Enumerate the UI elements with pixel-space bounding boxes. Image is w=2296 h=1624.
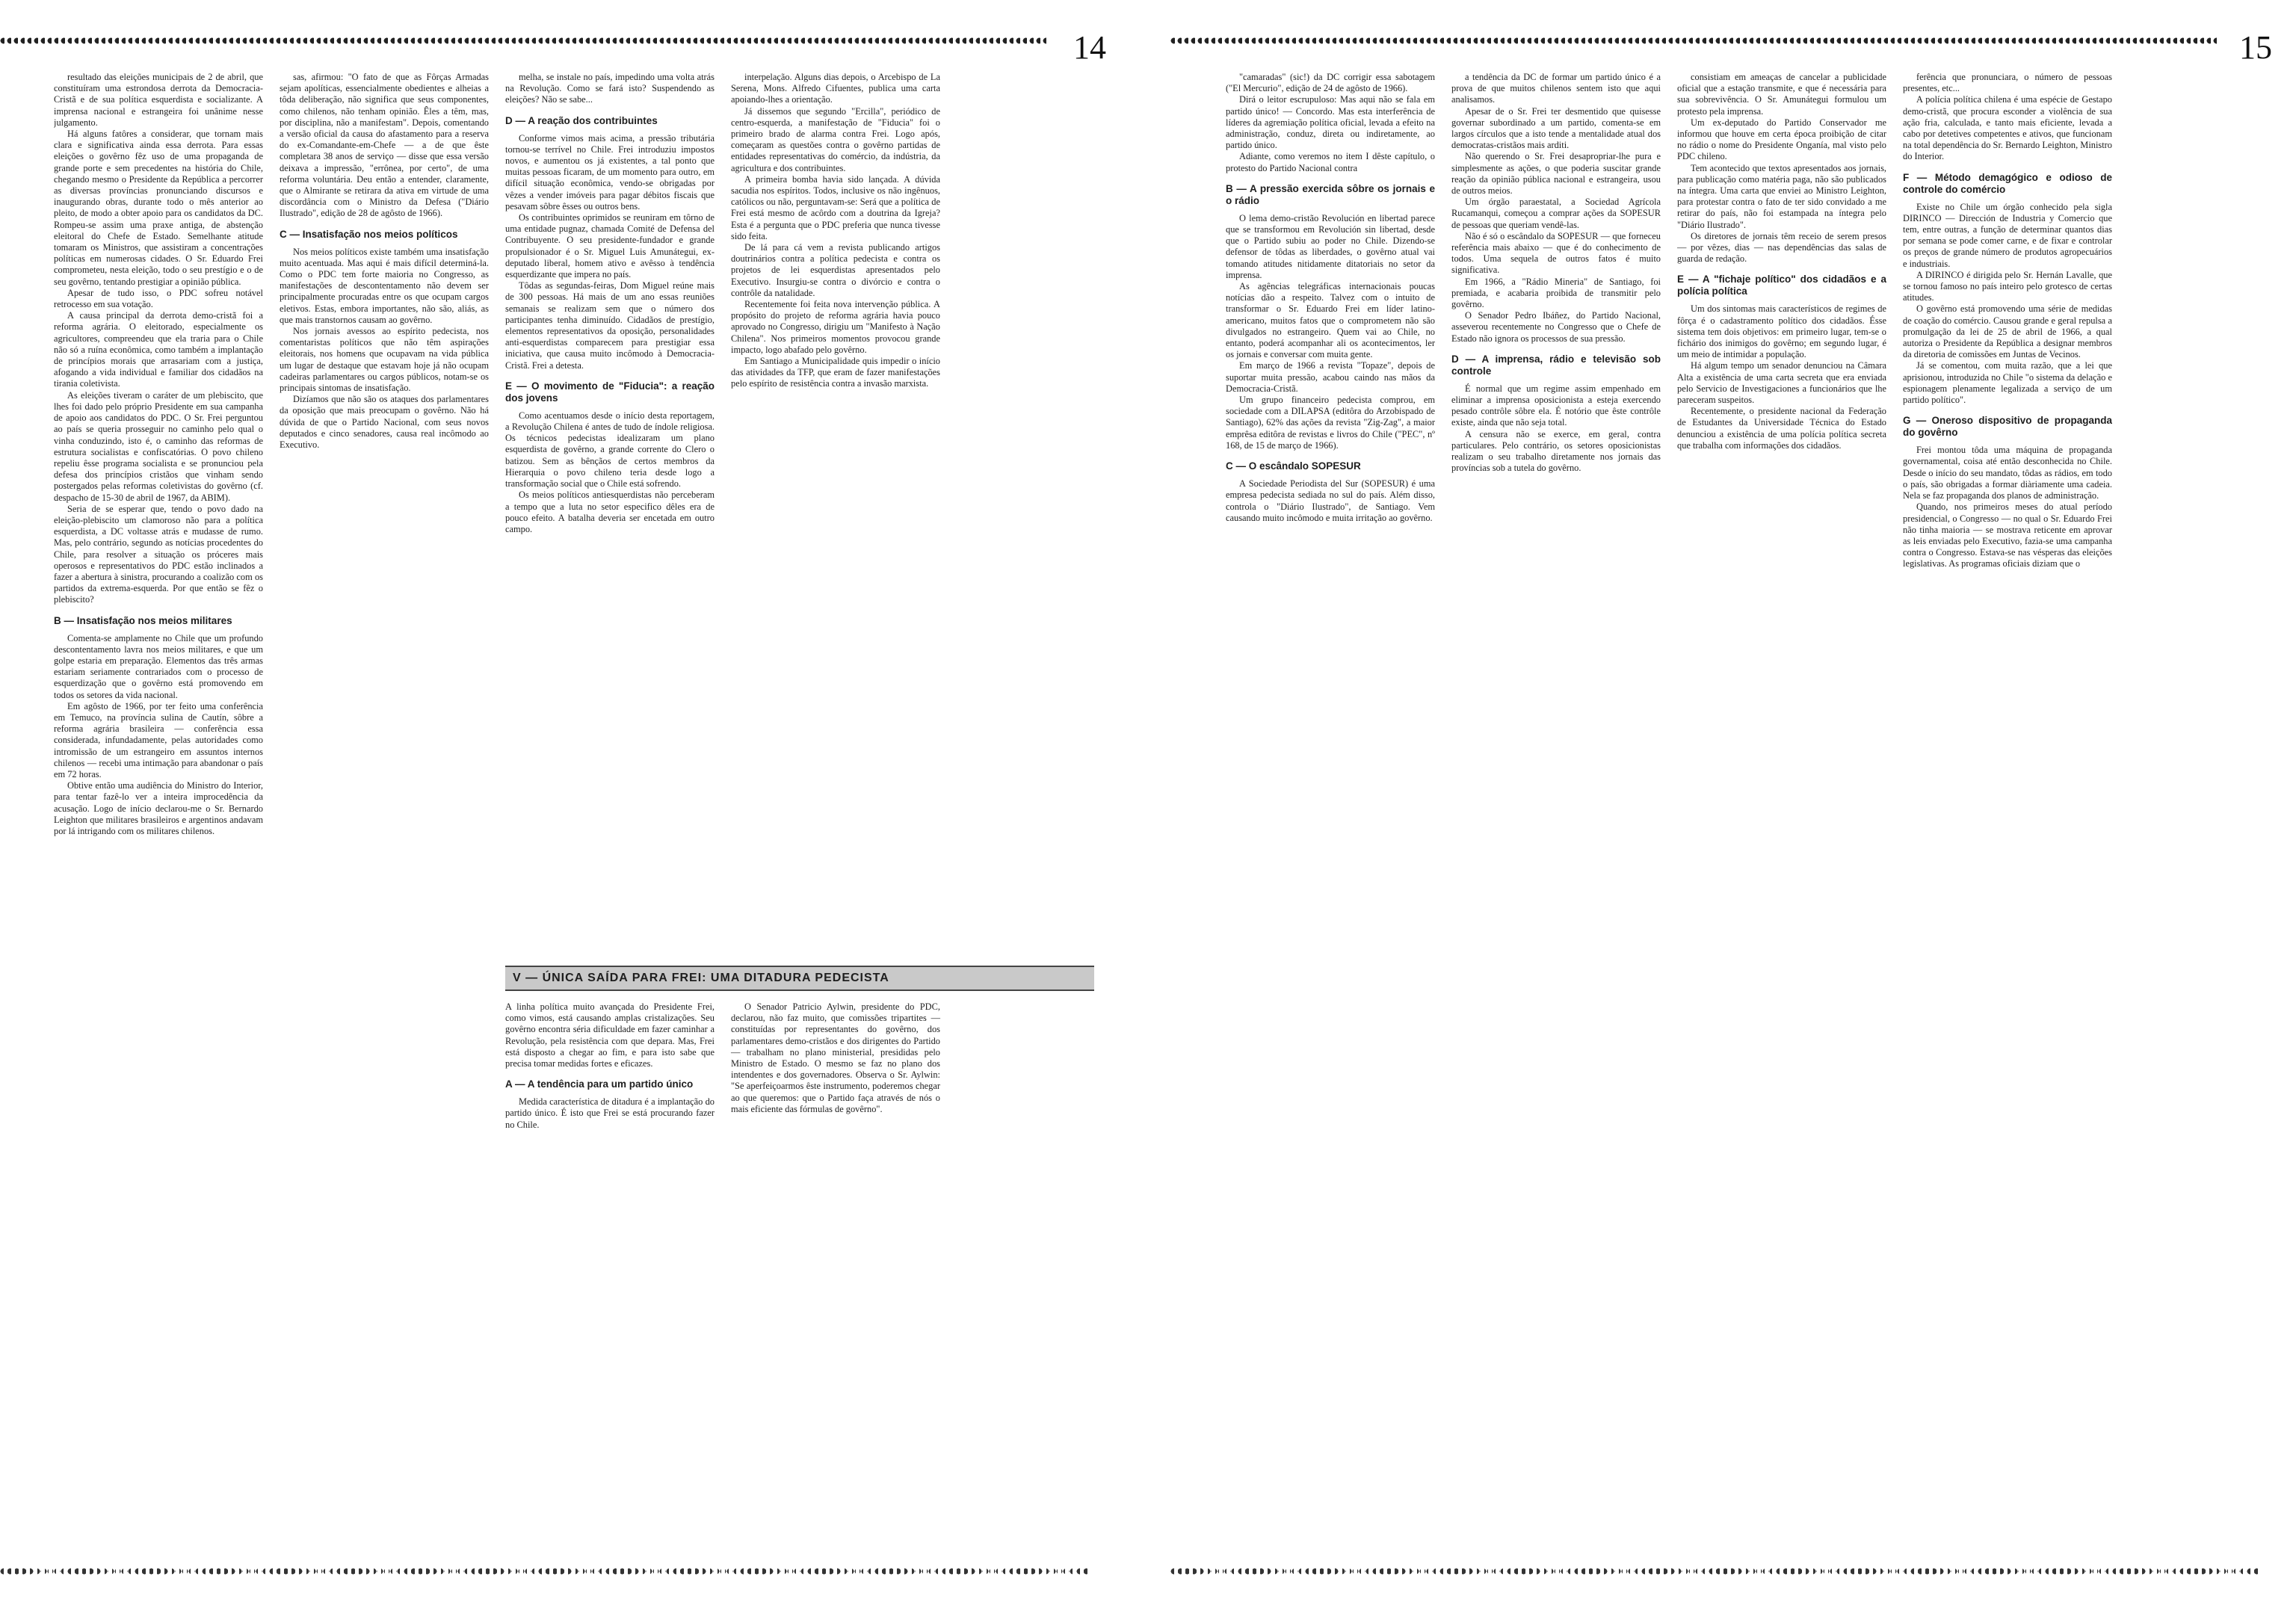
paragraph: Em março de 1966 a revista "Topaze", depois de suportar muita pressão, acabou caindo nas mãos da Democracia-Cristã. <box>1226 360 1435 394</box>
section-heading: F — Método demagógico e odioso de controle do comércio <box>1903 171 2112 195</box>
page-number: 15 <box>2239 29 2272 66</box>
paragraph: Recentemente, o presidente nacional da Federação de Estudantes da Universidade Técnica do Estado denunciou a existência de uma polícia política secreta que trabalha com informações dos cidadãos. <box>1677 406 1886 451</box>
paragraph: Em Santiago a Municipalidade quis impedir o início das atividades da TFP, que eram de fazer manifestações pelo espírito de resistência contra a invasão marxista. <box>731 356 940 389</box>
column-4 <box>1903 72 2112 1534</box>
right-page <box>1148 0 2296 1624</box>
section-heading: G — Oneroso dispositivo de propaganda do govêrno <box>1903 415 2112 439</box>
column-3 <box>1677 72 1886 1534</box>
section-heading: B — A pressão exercida sôbre os jornais e o rádio <box>1226 182 1435 206</box>
paragraph: Dirá o leitor escrupuloso: Mas aqui não se fala em partido único! — Concordo. Mas esta interferência de líderes da agremiação política oficial, levada a efeito na administração, conduz, direta ou indiretamente, ao partido único. <box>1226 94 1435 151</box>
column-2 <box>280 72 489 1534</box>
paragraph: Um dos sintomas mais característicos de regimes de fôrça é o cadastramento político dos cidadãos. Ésse sistema tem dois objetivos: em primeiro lugar, tem-se o fichário dos inimigos do govêrno; em segundo lugar, é um meio de intimidar a população. <box>1677 303 1886 360</box>
column-1 <box>1226 72 1435 1534</box>
top-ornament-border <box>0 37 1046 44</box>
paragraph: A Sociedade Periodista del Sur (SOPESUR) é uma empresa pedecista sediada no sul do país. Além disso, controla o "Diário Ilustrado", de Santiago. Vem causando muito incômodo e muita irritação ao govêrno. <box>1226 478 1435 523</box>
paragraph: A linha política muito avançada do Presidente Frei, como vimos, está causando amplas cristalizações. Seu govêrno encontra séria dificuldade em fazer caminhar a Revolução, pela resistência com que depara. Mas, Frei está disposto a chegar ao fim, e para isto sabe que precisa tomar medidas fortes e eficazes. <box>505 1001 715 1069</box>
paragraph: Nos meios políticos existe também uma insatisfação muito acentuada. Mas aqui é mais difícil determiná-la. Como o PDC tem forte maioria no Congresso, as manifestações de descontentamento não devem ser principalmente procuradas entre os que ocupam cargos eletivos. Estas, embora importantes, não são, aliás, as que mais transtornos causam ao govêrno. <box>280 246 489 325</box>
section-heading: C — Insatisfação nos meios políticos <box>280 228 458 240</box>
paragraph: ferência que pronunciara, o número de pessoas presentes, etc... <box>1903 72 2112 94</box>
paragraph: Quando, nos primeiros meses do atual período presidencial, o Congresso — no qual o Sr. Eduardo Frei não tinha maioria — se mostrava reticente em aprovar as leis enviadas pelo Executivo, fazia-se uma campanha contra o Congresso. Estava-se nas vésperas das eleições legislativas. As programas oficiais diziam que o <box>1903 501 2112 569</box>
paragraph: Conforme vimos mais acima, a pressão tributária tornou-se terrível no Chile. Frei introduziu impostos novos, e aumentou os já existentes, a tal ponto que muitas pessoas ficaram, de um momento para outro, em difícil situação econômica, vendo-se obrigadas por vêzes a vender imóveis para pagar débitos fiscais que pesavam sôbre êsses ou outros bens. <box>505 132 715 212</box>
paragraph: As eleições tiveram o caráter de um plebiscito, que lhes foi dado pelo próprio Presidente em sua campanha de apoio aos candidatos do PDC. O Sr. Frei perguntou ao país se queria prosseguir no caminho pelo qual o vinha conduzindo, isto é, o caminho das reformas de estrutura socialistas e confiscatórias. O povo chileno repeliu êsse programa socialista e se pronunciou pela defesa dos princípios cristãos que vinham sendo postergados pelas reformas coletivistas do govêrno (cf. despacho de 15-30 de abril de 1967, da ABIM). <box>54 389 263 503</box>
paragraph: Não querendo o Sr. Frei desapropriar-lhe pura e simplesmente as ações, o que poderia suscitar grande reação da opinião pública nacional e estrangeira, usou de outros meios. <box>1451 151 1661 197</box>
paragraph: O lema demo-cristão Revolución en libertad parece que se transformou em Revolución sin libertad, desde que o Partido subiu ao poder no Chile. Dizendo-se defensor de tôdas as liberdades, o govêrno atual vai tomando atitudes nitidamente ditatoriais no setor da imprensa. <box>1226 212 1435 280</box>
column-2 <box>1451 72 1661 1534</box>
paragraph: Comenta-se amplamente no Chile que um profundo descontentamento lavra nos meios militares, e que um golpe estaria em preparação. Elementos das três armas estariam seriamente contrariados com o processo de esquerdização que o govêrno está promovendo em todos os setores da vida nacional. <box>54 632 263 700</box>
section-heading: E — O movimento de "Fiducia": a reação dos jovens <box>505 380 715 404</box>
paragraph: Apesar de o Sr. Frei ter desmentido que quisesse governar subordinado a um partido, comenta-se em largos círculos que a isto tende a mentalidade atual dos democratas-cristãos mais arditi. <box>1451 105 1661 151</box>
paragraph: sas, afirmou: "O fato de que as Fôrças Armadas sejam apolíticas, essencialmente obedientes e alheias a tôda deliberação, não significa que seus componentes, como chilenos, não tenham opinião. Êles a têm, mas, por disciplina, não a manifestam". Depois, comentando a versão oficial da causa do afastamento para a reserva do ex-Comandante-em-Chefe — a de que êste completara 38 anos de serviço — disse que essa versão deixava a impressão, "errônea, por certo", de uma reforma voluntária. Deu então a entender, claramente, que o Almirante se retirara da ativa em virtude de uma discordância com o Ministro da Defesa ("Diário Ilustrado", edição de 28 de agôsto de 1966). <box>280 72 489 219</box>
column-3-lower <box>505 1001 715 1131</box>
paragraph: Um ex-deputado do Partido Conservador me informou que houve em certa época proibição de citar no rádio o nome do Presidente Onganía, mal visto pelo PDC chileno. <box>1677 117 1886 162</box>
paragraph: Tem acontecido que textos apresentados aos jornais, para publicação como matéria paga, não são publicados na íntegra. Uma carta que enviei ao Ministro Leighton, para protestar contra o fato de ter sido convidado a me retirar do país, não foi estampada na íntegra pelo "Diário Ilustrado". <box>1677 162 1886 230</box>
section-heading: D — A reação dos contribuintes <box>505 114 658 126</box>
paragraph: A polícia política chilena é uma espécie de Gestapo demo-cristã, que procura esconder a violência de sua ação fria, calculada, e tanto mais eficiente, levada a cabo por detetives competentes e ativos, que funcionam na total dependência do Sr. Bernardo Leighton, Ministro do Interior. <box>1903 94 2112 162</box>
paragraph: resultado das eleições municipais de 2 de abril, que constituíram uma estrondosa derrota da Democracia-Cristã e de sua política esquerdista e socializante. A imprensa nacional e estrangeira foi unânime nesse julgamento. <box>54 72 263 128</box>
bottom-ornament-border <box>1170 1568 2262 1575</box>
section-heading: D — A imprensa, rádio e televisão sob controle <box>1451 353 1661 377</box>
paragraph: Frei montou tôda uma máquina de propaganda governamental, coisa até então desconhecida no Chile. Desde o início do seu mandato, tôdas as rádios, em todo o país, são obrigadas a formar diàriamente uma cadeia. Nela se faz propaganda dos planos de administração. <box>1903 445 2112 501</box>
paragraph: O govêrno está promovendo uma série de medidas de coação do comércio. Causou grande e geral repulsa a promulgação da lei de 25 de abril de 1966, a qual autoriza o Presidente da República a designar membros da diretoria de comissões em Juntas de Vecinos. <box>1903 303 2112 360</box>
paragraph: melha, se instale no país, impedindo uma volta atrás na Revolução. Como se fará isto? Suspendendo as eleições? Não se sabe... <box>505 72 715 105</box>
paragraph: Há algum tempo um senador denunciou na Câmara Alta a existência de uma carta secreta que era enviada pelo Servicio de Investigaciones a funcionários que lhe pareceram suspeitos. <box>1677 360 1886 406</box>
paragraph: Já dissemos que segundo "Ercilla", periódico de centro-esquerda, a manifestação de "Fiducia" foi o primeiro brado de alarma contra Frei. Logo após, começaram as questões contra o govêrno partidas de entidades representativas do comércio, da indústria, da agricultura e dos contribuintes. <box>731 105 940 173</box>
paragraph: "camaradas" (sic!) da DC corrigir essa sabotagem ("El Mercurio", edição de 24 de agôsto de 1966). <box>1226 72 1435 94</box>
paragraph: Os diretores de jornais têm receio de serem presos — por vêzes, dias — nas dependências das salas de guarda de redação. <box>1677 230 1886 265</box>
paragraph: As agências telegráficas internacionais poucas notícias dão a respeito. Talvez com o intuito de transformar o Sr. Eduardo Frei em líder latino-americano, muitos fatos que o comprometem não são divulgados no estrangeiro. Quem vai ao Chile, no entanto, poderá acompanhar ali os acontecimentos, ler os jornais e conversar com muita gente. <box>1226 281 1435 360</box>
article-columns <box>54 72 940 1534</box>
paragraph: É normal que um regime assim empenhado em eliminar a imprensa oposicionista a esteja exercendo pesado contrôle sôbre ela. É notório que êste contrôle existe, ainda que não seja total. <box>1451 383 1661 428</box>
section-heading: C — O escândalo SOPESUR <box>1226 460 1361 472</box>
paragraph: Tôdas as segundas-feiras, Dom Miguel reúne mais de 300 pessoas. Há mais de um ano essas reuniões semanais se realizam sem que o número dos participantes tenha diminuído. Cidadãos de prestígio, elementos representativos da oposição, personalidades anti-esquerdistas comparecem para prestigiar essa iniciativa, que causa muito incômodo à Democracia-Cristã. Frei a detesta. <box>505 280 715 371</box>
paragraph: Apesar de tudo isso, o PDC sofreu notável retrocesso em sua votação. <box>54 287 263 310</box>
paragraph: O Senador Pedro Ibáñez, do Partido Nacional, asseverou recentemente no Congresso que o Chefe de Estado não ignora os processos de sua pressão. <box>1451 310 1661 344</box>
paragraph: Não é só o escândalo da SOPESUR — que forneceu referência mais abaixo — que é do conhecimento de todos. Uma sequela de outros fatos é muito significativa. <box>1451 230 1661 276</box>
paragraph: Dizíamos que não são os ataques dos parlamentares da oposição que mais preocupam o govêrno. Não há dúvida de que o Partido Nacional, com seus novos deputados e cinco senadores, causa real incômodo ao Executivo. <box>280 394 489 451</box>
bottom-ornament-border <box>0 1568 1091 1575</box>
paragraph: A censura não se exerce, em geral, contra particulares. Pelo contrário, os setores oposicionistas realizam o seu trabalho diretamente nos jornais das províncias sob a tutela do govêrno. <box>1451 428 1661 474</box>
paragraph: Nos jornais avessos ao espírito pedecista, nos comentaristas políticos que não têm aspirações eleitorais, nos homens que ocupavam na vida pública um lugar de destaque que estavam hoje já não ocupam cadeiras parlamentares ou cargos públicos, notam-se os principais sintomas de insatisfação. <box>280 326 489 394</box>
section-heading: B — Insatisfação nos meios militares <box>54 614 232 626</box>
paragraph: Obtive então uma audiência do Ministro do Interior, para tentar fazê-lo ver a inteira improcedência da acusação. Logo de início declarou-me o Sr. Bernardo Leighton que militares brasileiros e argentinos andavam por lá intrigando com os militares chilenos. <box>54 780 263 836</box>
chapter-banner: V — ÚNICA SAÍDA PARA FREI: UMA DITADURA PEDECISTA <box>505 966 1094 991</box>
paragraph: Há alguns fatôres a considerar, que tornam mais clara e significativa ainda essa derrota. Para essas eleições o govêrno fêz uso de uma propaganda de grande porte e sem precedentes na história do Chile, chegando mesmo o Presidente da República a percorrer as diversas províncias pronunciando discursos e inaugurando obras, durante todo o mês anterior ao pleito, de modo a obter apoio para os candidatos da DC. Rompeu-se assim uma praxe antiga, de abstenção eleitoral do Chefe de Estado. Semelhante atitude tomaram os Ministros, que assistiram a concentrações políticas em numerosas cidades. O Sr. Eduardo Frei comprometeu, nesta eleição, todo o seu prestígio e o de seu govêrno, tentando prestigiar a opinião pública. <box>54 129 263 287</box>
paragraph: Em agôsto de 1966, por ter feito uma conferência em Temuco, na província sulina de Cautín, sôbre a reforma agrária brasileira — conferência essa considerada, infundadamente, pelas autoridades como intromissão de um estrangeiro em assuntos internos chilenos — recebi uma intimação para abandonar o país em 72 horas. <box>54 700 263 779</box>
column-3 <box>505 72 715 954</box>
paragraph: Recentemente foi feita nova intervenção pública. A propósito do projeto de reforma agrária havia pouco aprovado no Congresso, dirigiu um "Manifesto à Nação Chilena". Nos primeiros momentos provocou grande impacto, logo abafado pelo govêrno. <box>731 299 940 355</box>
page-number: 14 <box>1073 29 1106 66</box>
paragraph: A DIRINCO é dirigida pelo Sr. Hernán Lavalle, que se tornou famoso no país inteiro pelo grotesco de certas atitudes. <box>1903 269 2112 303</box>
column-1 <box>54 72 263 1534</box>
column-4-lower <box>731 1001 940 1115</box>
paragraph: Seria de se esperar que, tendo o povo dado na eleição-plebiscito um clamoroso não para a política esquerdista, a DC voltasse atrás e mudasse de rumo. Mas, pelo contrário, segundo as notícias procedentes do Chile, para resolver a situação os próceres mais operosos e representativos do PDC estão inclinados a fazer a abertura à sinistra, procurando a coalizão com os partidos da extrema-esquerda. Por que então se fêz o plebiscito? <box>54 503 263 605</box>
paragraph: Os meios políticos antiesquerdistas não perceberam a tempo que a luta no setor especifico dêles era de pouco efeito. A batalha deveria ser encetada em outro campo. <box>505 490 715 534</box>
paragraph: a tendência da DC de formar um partido único é a prova de que muitos chilenos sentem isto que aqui analisamos. <box>1451 72 1661 105</box>
paragraph: O Senador Patricio Aylwin, presidente do PDC, declarou, não faz muito, que comissões tripartites — constituídas por representantes do govêrno, dos parlamentares demo-cristãos e dos dirigentes do Partido — trabalham no plano ministerial, presididas pelo Ministro de Estado. O mesmo se faz no plano dos intendentes e dos governadores. Observa o Sr. Aylwin: "Se aperfeiçoarmos êste instrumento, poderemos chegar ao que queremos: que o Partido faça através de nós o mais eficiente das fórmulas de govêrno". <box>731 1001 940 1114</box>
paragraph: Medida característica de ditadura é a implantação do partido único. É isto que Frei se está procurando fazer no Chile. <box>505 1096 715 1130</box>
paragraph: Um grupo financeiro pedecista comprou, em sociedade com a DILAPSA (editôra do Arzobispado de Santiago), 62% das ações da revista "Zig-Zag", a maior emprêsa editôra de revistas e livros do Chile ("PEC", nº 168, de 15 de março de 1966). <box>1226 395 1435 451</box>
paragraph: Como acentuamos desde o início desta reportagem, a Revolução Chilena é antes de tudo de índole religiosa. Os técnicos pedecistas idealizaram um plano esquerdista de govêrno, a grande corrente do Clero o batizou. Sem as bênçãos de certos membros da Hierarquia o povo chileno teria desde logo a transformação social que o Chile está sofrendo. <box>505 410 715 490</box>
section-heading: A — A tendência para um partido único <box>505 1078 694 1090</box>
paragraph: Em 1966, a "Rádio Mineria" de Santiago, foi premiada, e acabaria proibida de transmitir pelo govêrno. <box>1451 276 1661 310</box>
paragraph: Um órgão paraestatal, a Sociedad Agrícola Rucamanqui, começou a comprar ações da SOPESUR de pessoas que queriam vendê-las. <box>1451 197 1661 230</box>
paragraph: Já se comentou, com muita razão, que a lei que aprisionou, introduzida no Chile "o sistema da delação e espionagem plenamente legalizada a serviço de um partido político". <box>1903 360 2112 406</box>
paragraph: Existe no Chile um órgão conhecido pela sigla DIRINCO — Dirección de Industria y Comercio que tem, entre outras, a função de determinar quantos dias por semana se pode comer carne, e de fixar e controlar os preços de grande número de produtos agropecuários e industriais. <box>1903 201 2112 269</box>
paragraph: interpelação. Alguns dias depois, o Arcebispo de La Serena, Mons. Alfredo Cifuentes, publica uma carta apoiando-lhes a orientação. <box>731 72 940 105</box>
column-4 <box>731 72 940 954</box>
paragraph: A primeira bomba havia sido lançada. A dúvida sacudia nos espíritos. Todos, inclusive os não ingênuos, católicos ou não, perguntavam-se: Será que a política de Frei está mesmo de acôrdo com a doutrina da Igreja? Esta é a pergunta que o PDC preferia que nunca tivesse sido feita. <box>731 173 940 241</box>
top-ornament-border <box>1170 37 2217 44</box>
paragraph: consistiam em ameaças de cancelar a publicidade oficial que a estação transmite, e que é necessária para sua sobrevivência. O Sr. Amunátegui formulou um protesto pela imprensa. <box>1677 72 1886 117</box>
section-heading: E — A "fichaje político" dos cidadãos e a polícia política <box>1677 274 1886 297</box>
paragraph: A causa principal da derrota demo-cristã foi a reforma agrária. O eleitorado, especialmente os agricultores, compreendeu que ela traria para o Chile não só a ruína econômica, como também a implantação de princípios morais que arrasariam com a justiça, afogando a vida individual e familiar dos cidadãos na tirania coletivista. <box>54 310 263 389</box>
paragraph: Os contribuintes oprimidos se reuniram em tôrno de uma entidade pugnaz, chamada Comité de Defensa del Contribuyente. O seu presidente-fundador e grande propulsionador é o Sr. Miguel Luis Amunátegui, ex-deputado liberal, homem ativo e avêsso à tendência esquerdizante que impera no país. <box>505 212 715 280</box>
paragraph: De lá para cá vem a revista publicando artigos doutrinários contra a política pedecista e contra os projetos de lei esquerdistas apresentados pelo Executivo. Insurgiu-se contra o divórcio e contra o contrôle da natalidade. <box>731 242 940 298</box>
article-columns <box>1226 72 2112 1534</box>
paragraph: Adiante, como veremos no item I dêste capítulo, o protesto do Partido Nacional contra <box>1226 151 1435 173</box>
